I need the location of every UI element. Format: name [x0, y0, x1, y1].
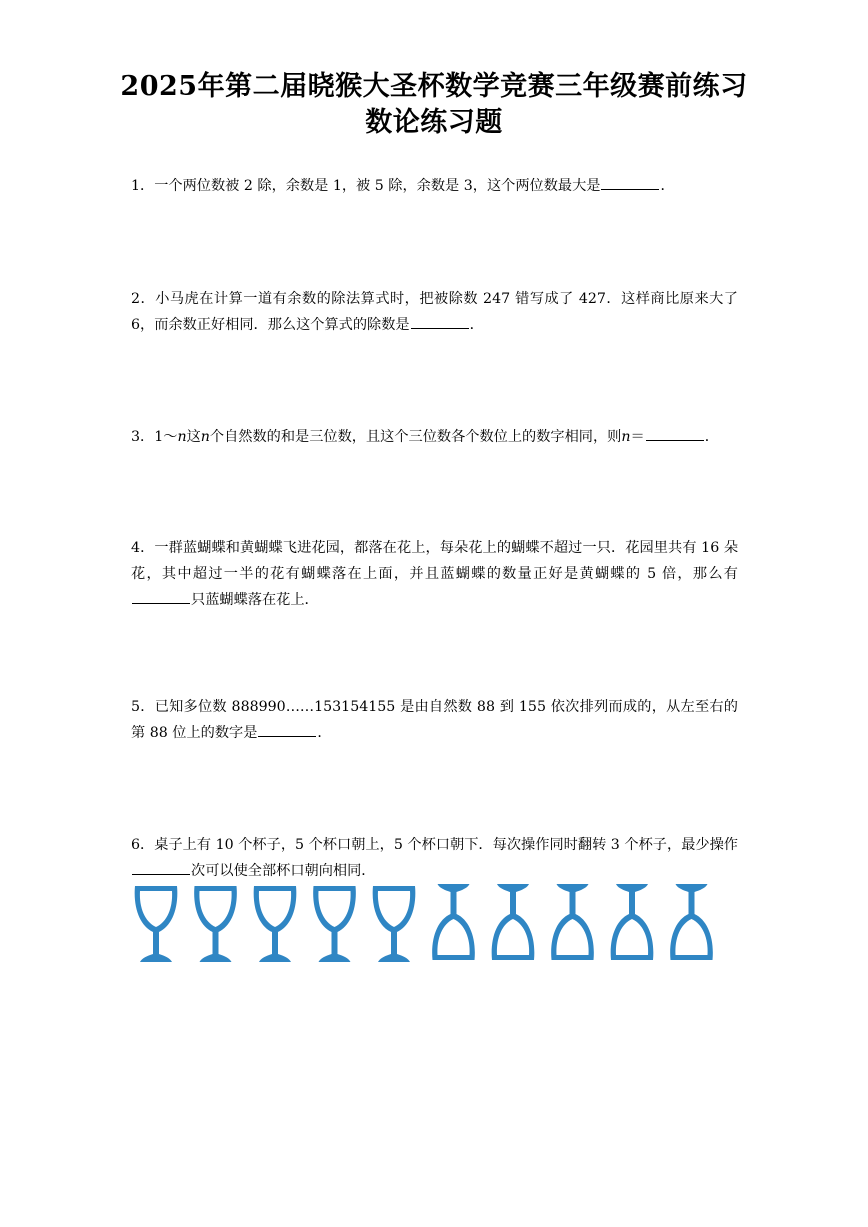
cup-down-icon [551, 884, 594, 960]
question-number: 6． [131, 837, 155, 853]
cups-illustration [131, 880, 721, 970]
question-text: 桌子上有 10 个杯子，5 个杯口朝上，5 个杯口朝下．每次操作同时翻转 3 个杯子，最少操作 [154, 837, 738, 853]
question-3 [131, 424, 738, 450]
cup-down-icon [432, 884, 475, 960]
answer-blank [601, 175, 659, 190]
answer-blank [132, 860, 190, 875]
question-text: 这 [186, 429, 201, 445]
equals-sign: ＝ [630, 429, 645, 445]
cup-up-icon [135, 886, 178, 962]
answer-blank [411, 314, 469, 329]
document-subtitle: 数论练习题 [365, 107, 503, 138]
question-number: 2． [131, 291, 156, 307]
cup-up-icon [194, 886, 237, 962]
question-text-end: ． [660, 178, 675, 194]
question-text-end: ． [704, 429, 719, 445]
question-text: 个自然数的和是三位数，且这个三位数各个数位上的数字相同，则 [209, 429, 622, 445]
question-text: 1～ [154, 429, 178, 445]
question-number: 5． [131, 699, 155, 715]
document-title: 2025年第二届晓猴大圣杯数学竞赛三年级赛前练习 [120, 71, 748, 102]
cup-up-icon [313, 886, 356, 962]
question-number: 3． [131, 429, 155, 445]
variable-n: n [177, 429, 187, 445]
question-4 [131, 535, 738, 613]
question-text-end: ． [469, 317, 484, 333]
variable-n: n [621, 429, 631, 445]
question-text-end: 次可以使全部杯口朝向相同． [191, 863, 376, 879]
cup-down-icon [670, 884, 713, 960]
question-text-end: 只蓝蝴蝶落在花上． [191, 592, 319, 608]
answer-blank [258, 722, 316, 737]
cups-figure [131, 880, 721, 970]
question-5 [131, 694, 738, 746]
question-text: 一个两位数被 2 除，余数是 1，被 5 除，余数是 3，这个两位数最大是 [154, 178, 601, 194]
cup-down-icon [492, 884, 535, 960]
variable-n: n [200, 429, 210, 445]
question-text: 已知多位数 888990……153154155 是由自然数 88 到 155 依次排列而成的，从左至右的第 88 位上的数字是 [131, 699, 738, 741]
question-2 [131, 286, 738, 338]
question-number: 4． [131, 540, 155, 556]
question-text: 一群蓝蝴蝶和黄蝴蝶飞进花园，都落在花上，每朵花上的蝴蝶不超过一只．花园里共有 16 朵花，其中超过一半的花有蝴蝶落在上面，并且蓝蝴蝶的数量正好是黄蝴蝶的 5 倍，那么有 [131, 540, 739, 582]
question-text-end: ． [317, 725, 332, 741]
question-number: 1． [131, 178, 155, 194]
answer-blank [132, 589, 190, 604]
answer-blank [646, 426, 704, 441]
cup-up-icon [373, 886, 416, 962]
cup-down-icon [611, 884, 654, 960]
question-6 [131, 832, 738, 884]
question-text: 小马虎在计算一道有余数的除法算式时，把被除数 247 错写成了 427．这样商比原来大了 6，而余数正好相同．那么这个算式的除数是 [131, 291, 738, 333]
cup-up-icon [254, 886, 297, 962]
question-1 [131, 173, 738, 199]
